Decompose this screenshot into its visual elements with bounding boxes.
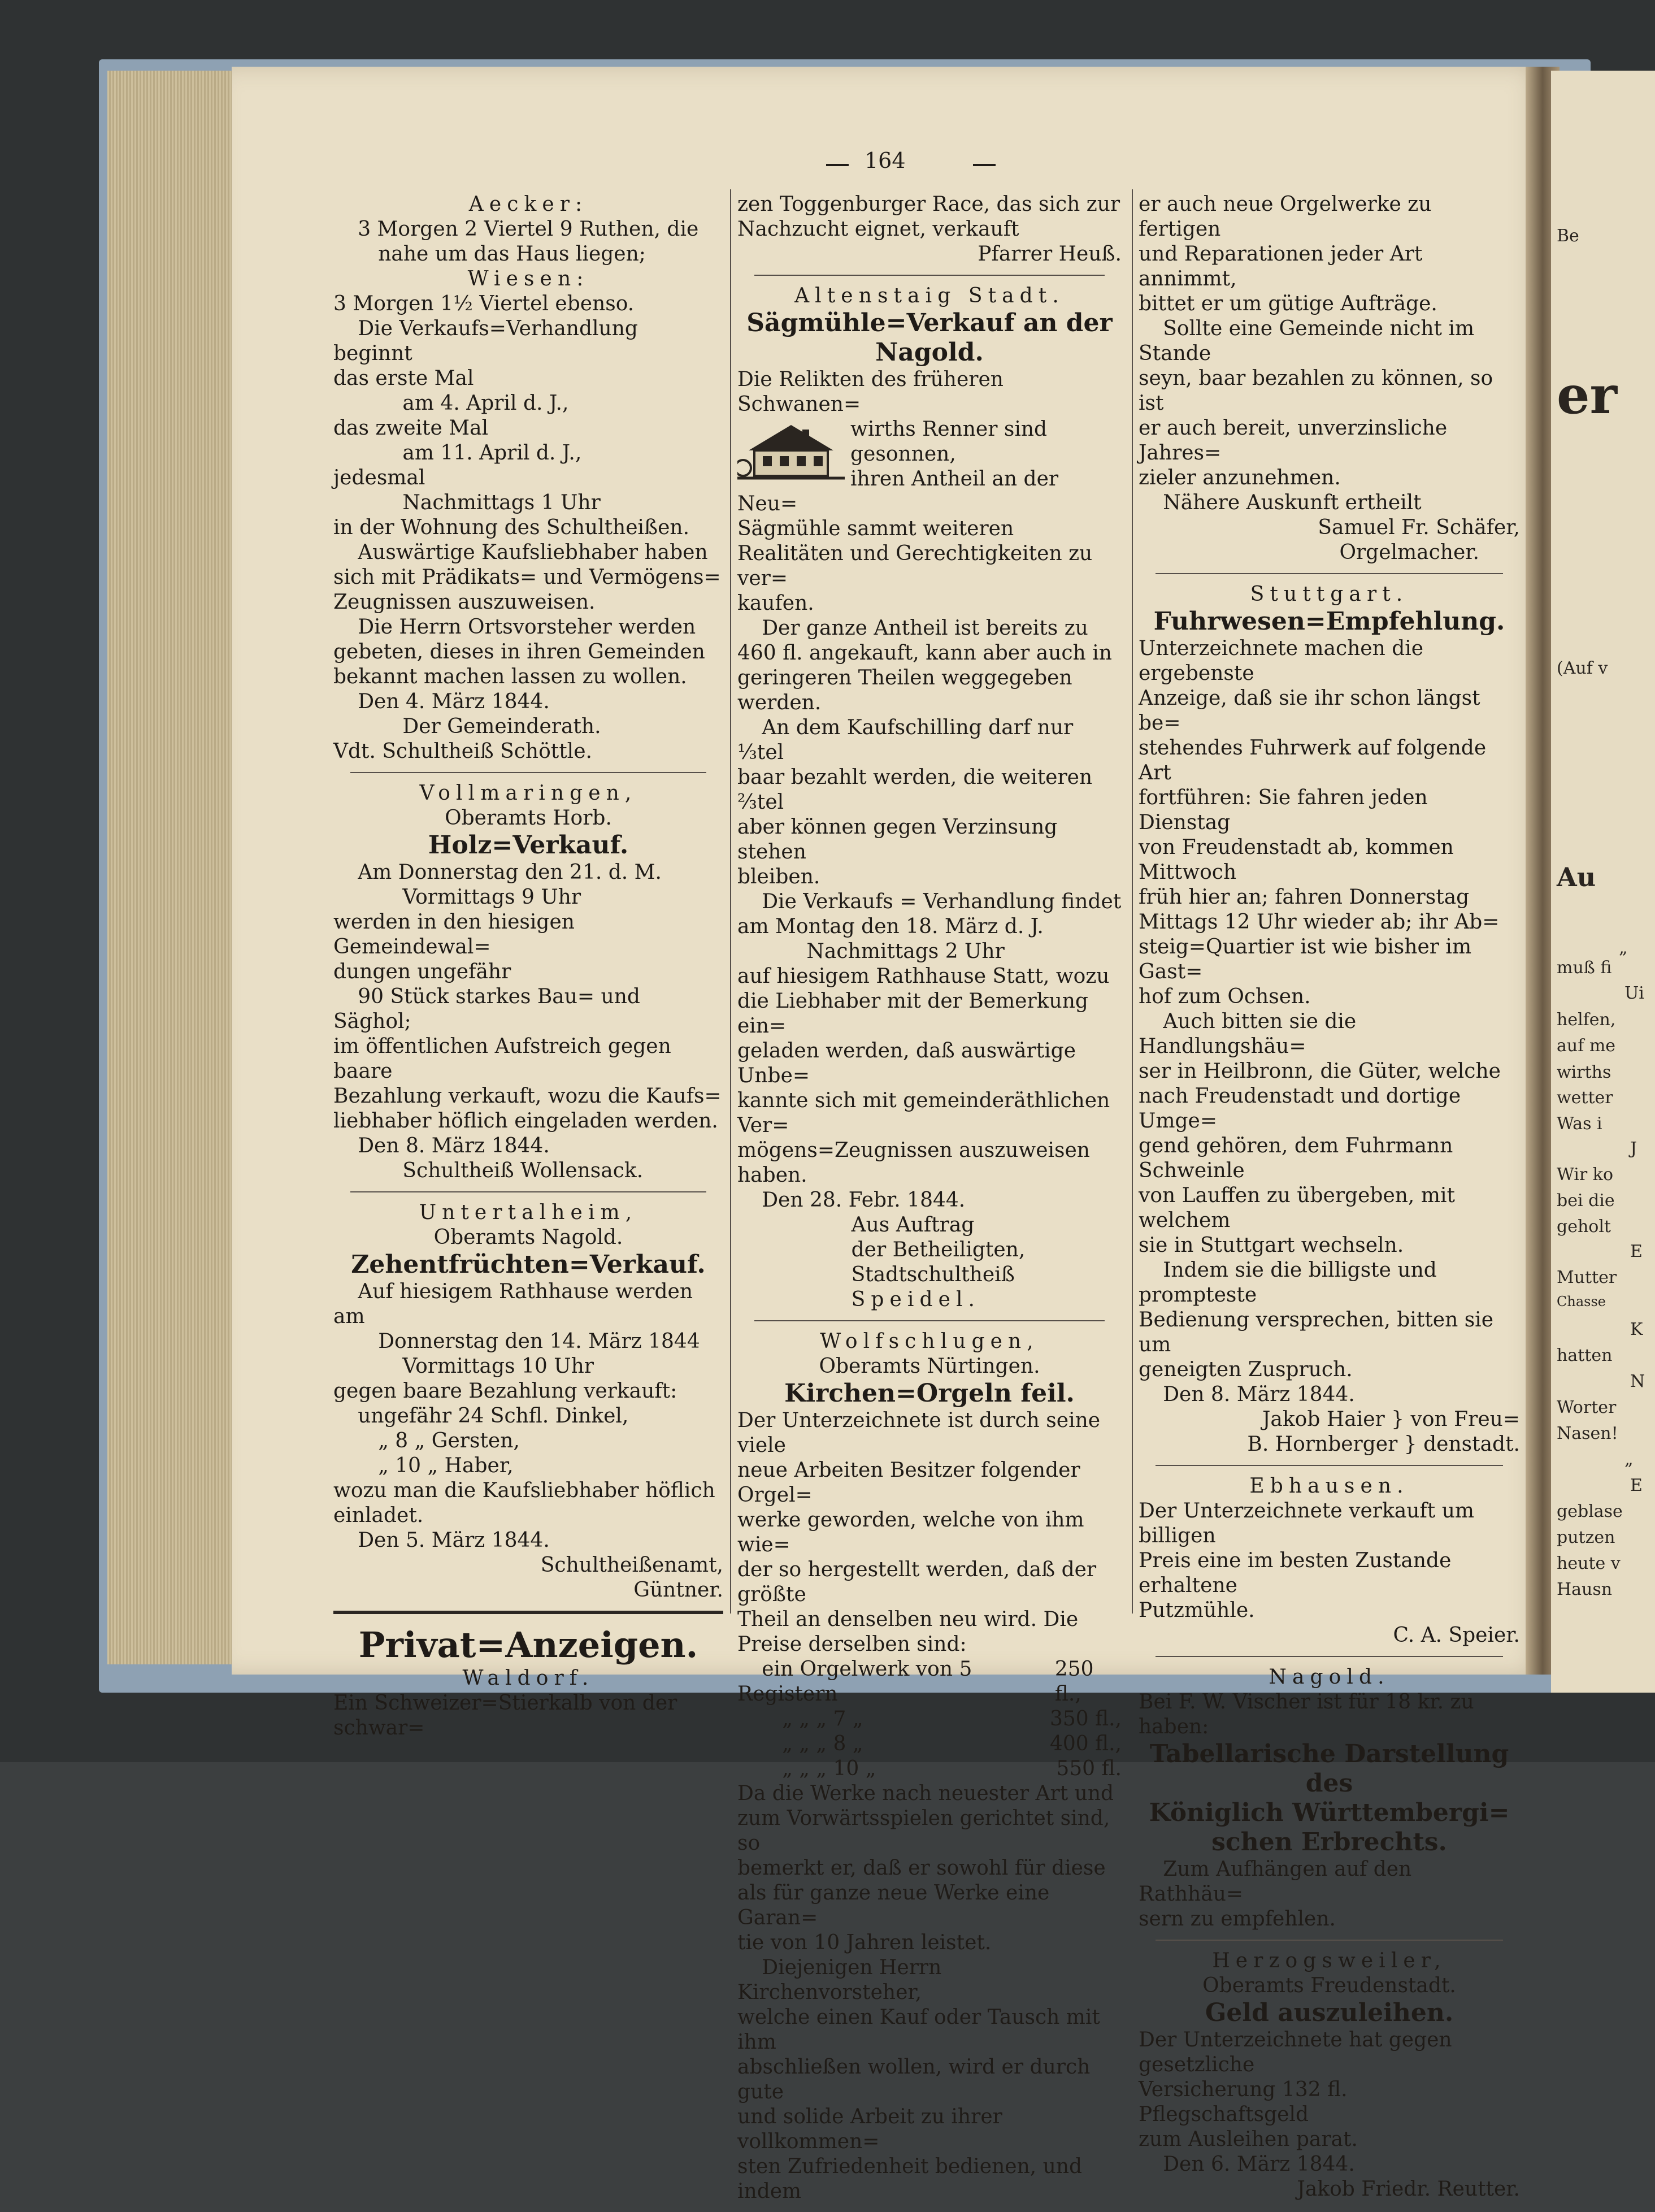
next-page-fragment: K: [1630, 1320, 1643, 1339]
ad-text-line: Der ganze Antheil ist bereits zu: [762, 617, 1088, 640]
ad-text-line: früh hier an; fahren Donnerstag: [1139, 886, 1470, 909]
ad-text-line: er auch bereit, unverzinsliche Jahres=: [1139, 417, 1448, 465]
next-page-fragment: J: [1630, 1139, 1637, 1159]
ad-text-line: kannte sich mit gemeinderäthlichen Ver=: [737, 1089, 1110, 1137]
ad-text-line: Sägmühle sammt weiteren: [737, 517, 1014, 540]
ad-text-line: und Reparationen jeder Art annimmt,: [1139, 242, 1423, 290]
next-page-fragment: wetter: [1557, 1088, 1613, 1108]
price-row: [737, 1756, 1122, 1781]
price-value: 250 fl.,: [1054, 1658, 1094, 1706]
ad-signature: Schultheißenamt,: [540, 1554, 723, 1577]
ad-signature: Jakob Haier } von Freu=: [1262, 1408, 1520, 1431]
ad-text-line: geringeren Theilen weggegeben werden.: [737, 666, 1072, 714]
next-page-fragment: Was i: [1557, 1114, 1602, 1134]
ad-place: Herzogsweiler,: [1212, 1949, 1447, 1972]
ad-title: Sägmühle=Verkauf an der: [746, 309, 1113, 337]
ad-text-line: Diejenigen Herrn Kirchenvorsteher,: [737, 1956, 942, 2004]
ad-text-line: 3 Morgen 2 Viertel 9 Ruthen, die: [358, 218, 699, 241]
ad-place: Waldorf.: [462, 1667, 594, 1690]
ad-text-line: zen Toggenburger Race, das sich zur: [737, 193, 1120, 216]
ad-text-line: Der Unterzeichnete ist durch seine viele: [737, 1409, 1101, 1457]
ad-text-line: „ 8 „ Gersten,: [378, 1429, 520, 1452]
ad-text-line: liebhaber höflich eingeladen werden.: [333, 1109, 718, 1133]
ad-text-line: nach Freudenstadt und dortige Umge=: [1139, 1085, 1461, 1133]
ad-text-line: zum Ausleihen parat.: [1139, 2128, 1358, 2151]
ad-text-line: wozu man die Kaufsliebhaber höflich: [333, 1479, 715, 1502]
ad-text-line: Die Relikten des früheren Schwanen=: [737, 368, 1004, 416]
ad-text-line: Anzeige, daß sie ihr schon längst be=: [1139, 687, 1480, 735]
ad-separator: [754, 1320, 1105, 1321]
ad-separator: [350, 772, 706, 773]
ad-text-line: Da die Werke nach neuester Art und: [737, 1782, 1114, 1805]
ad-text-line: Preise derselben sind:: [737, 1633, 967, 1656]
next-page-fragment: Nasen!: [1557, 1424, 1618, 1443]
ad-text-line: fortführen: Sie fahren jeden Dienstag: [1139, 786, 1428, 834]
ad-text-line: die Liebhaber mit der Bemerkung ein=: [737, 990, 1088, 1038]
ad-date: Den 5. März 1844.: [358, 1529, 550, 1552]
ad-title: Nagold.: [875, 338, 984, 367]
ad-text-line: gegen baare Bezahlung verkauft:: [333, 1380, 677, 1403]
ad-text-line: geneigten Zuspruch.: [1139, 1358, 1353, 1381]
ad-fuhrwesen: [1139, 582, 1520, 1457]
next-page-edge: [1551, 71, 1655, 1693]
ad-place: Stuttgart.: [1250, 583, 1409, 606]
ad-text-line: Mittags 12 Uhr wieder ab; ihr Ab=: [1139, 910, 1500, 934]
ad-signature: Jakob Friedr. Reutter.: [1297, 2178, 1520, 2201]
ad-text-line: der so hergestellt werden, daß der größte: [737, 1558, 1097, 1606]
next-page-fragment: hatten: [1557, 1346, 1613, 1365]
ad-signature: Samuel Fr. Schäfer,: [1318, 516, 1520, 539]
ad-text-line: werke geworden, welche von ihm wie=: [737, 1508, 1084, 1556]
page-edges: [107, 71, 240, 1664]
ad-text-line: ungefähr 24 Schfl. Dinkel,: [358, 1404, 629, 1428]
ad-text-line: zieler anzunehmen.: [1139, 466, 1341, 489]
ad-title: Tabellarische Darstellung des: [1149, 1740, 1509, 1798]
next-page-fragment: wirths: [1557, 1062, 1611, 1082]
ad-text-line: Nachmittags 2 Uhr: [806, 940, 1005, 963]
next-page-fragment: „: [1619, 938, 1628, 958]
next-page-fragment: Worter: [1557, 1398, 1617, 1417]
ad-signature: Speidel.: [851, 1288, 981, 1311]
price-row: [737, 1732, 1122, 1756]
ad-text-line: haben:: [1139, 1715, 1209, 1738]
page-number-dash: [826, 164, 849, 166]
column-rule: [1132, 189, 1133, 1614]
next-page-fragment: E: [1630, 1242, 1643, 1261]
price-row: [737, 1657, 1122, 1707]
price-value: 350 fl.,: [1049, 1707, 1122, 1730]
ad-date: Den 8. März 1844.: [358, 1134, 550, 1157]
price-description: „ „ „ 8 „: [782, 1732, 863, 1755]
section-separator: [333, 1611, 723, 1614]
next-page-fragment: Mutter: [1557, 1268, 1617, 1287]
ad-text-line: Nähere Auskunft ertheilt: [1163, 491, 1422, 514]
ad-text-line: „ 10 „ Haber,: [378, 1454, 514, 1477]
next-page-fragment: muß fi: [1557, 958, 1612, 978]
ad-text-line: neue Arbeiten Besitzer folgender Orgel=: [737, 1459, 1080, 1507]
ad-date: Den 4. März 1844.: [358, 690, 550, 713]
ad-erbrecht-tabelle: [1139, 1665, 1520, 1932]
ad-text-line: 90 Stück starkes Bau= und Säghol;: [333, 985, 640, 1033]
ad-separator: [1156, 1940, 1503, 1941]
ad-text-line: stehendes Fuhrwerk auf folgende Art: [1139, 736, 1487, 784]
next-page-fragment: auf me: [1557, 1036, 1616, 1056]
ad-text-line: Vormittags 9 Uhr: [402, 886, 581, 909]
ad-text-line: Ein Schweizer=Stierkalb von der schwar=: [333, 1691, 677, 1740]
ad-signature: Orgelmacher.: [1339, 541, 1479, 564]
column-2: [737, 192, 1122, 2212]
ad-title: Holz=Verkauf.: [428, 831, 629, 860]
ad-text-line: Bezahlung verkauft, wozu die Kaufs=: [333, 1085, 722, 1108]
ad-place: Wolfschlugen,: [820, 1330, 1039, 1353]
ad-text-line: aber können gegen Verzinsung stehen: [737, 816, 1058, 864]
ad-text-line: An dem Kaufschilling darf nur ⅓tel: [737, 716, 1074, 764]
ad-text-line: gend gehören, dem Fuhrmann Schweinle: [1139, 1134, 1453, 1182]
ad-holz-verkauf: [333, 781, 723, 1183]
ad-text-line: abschließen wollen, wird er durch gute: [737, 2055, 1091, 2103]
ad-putzmuehle: [1139, 1474, 1520, 1648]
ad-text-line: werden in den hiesigen Gemeindewal=: [333, 910, 575, 958]
next-page-fragment: Ui: [1624, 983, 1644, 1003]
next-page-fragment: bei die: [1557, 1191, 1615, 1211]
ad-signature: der Betheiligten,: [851, 1238, 1026, 1261]
ad-date: Den 28. Febr. 1844.: [762, 1189, 966, 1212]
section-title: Privat=Anzeigen.: [358, 1624, 698, 1665]
next-page-fragment: er: [1557, 365, 1618, 426]
next-page-fragment: geholt: [1557, 1217, 1611, 1237]
ad-separator: [754, 275, 1105, 276]
ad-text-line: einladet.: [333, 1504, 424, 1527]
ad-text-line: Unterzeichnete machen die ergebenste: [1139, 637, 1424, 685]
ad-text-line: Zum Aufhängen auf den Rathhäu=: [1139, 1858, 1412, 1906]
ad-title: Geld auszuleihen.: [1205, 1998, 1454, 2027]
ad-text-line: am Montag den 18. März d. J.: [737, 915, 1044, 938]
ad-text-line: das erste Mal: [333, 367, 474, 390]
ad-text-line: das zweite Mal: [333, 417, 489, 440]
ad-text-line: Der Unterzeichnete hat gegen gesetzliche: [1139, 2028, 1452, 2076]
ad-text-line: er auch neue Orgelwerke zu fertigen: [1139, 193, 1432, 241]
next-page-fragment: E: [1630, 1476, 1643, 1495]
ad-text-line: bleiben.: [737, 865, 820, 888]
ad-text-line: dungen ungefähr: [333, 960, 511, 983]
ad-saegmuehle-verkauf: [737, 284, 1122, 1312]
next-page-fragment: geblase: [1557, 1502, 1623, 1521]
ad-date: Den 6. März 1844.: [1163, 2153, 1355, 2176]
ad-text-line: Sollte eine Gemeinde nicht im Stande: [1139, 317, 1475, 365]
ad-separator: [350, 1191, 706, 1192]
ad-text-line: sich mit Prädikats= und Vermögens=: [333, 566, 721, 589]
column-3: [1139, 192, 1520, 2210]
ad-text-line: sie in Stuttgart wechseln.: [1139, 1234, 1404, 1257]
section-heading: Aecker:: [468, 193, 588, 216]
ad-text-line: tie von 10 Jahren leistet.: [737, 1931, 992, 1954]
ad-text-line: Nachmittags 1 Uhr: [402, 491, 601, 514]
next-page-fragment: putzen: [1557, 1528, 1615, 1547]
ad-text-line: Auf hiesigem Rathhause werden am: [333, 1280, 693, 1328]
ad-separator: [1156, 1465, 1503, 1466]
ad-signature: C. A. Speier.: [1393, 1624, 1520, 1647]
ad-text-line: Auch bitten sie die Handlungshäu=: [1139, 1010, 1357, 1058]
next-page-fragment: Chasse: [1557, 1294, 1606, 1309]
next-page-fragment: Wir ko: [1557, 1165, 1614, 1185]
ad-title: Königlich Württembergi=: [1149, 1798, 1510, 1827]
ad-text-line: sern zu empfehlen.: [1139, 1907, 1336, 1931]
ad-text-line: Die Verkaufs=Verhandlung beginnt: [333, 317, 638, 365]
ad-text-line: in der Wohnung des Schultheißen.: [333, 516, 690, 539]
ad-text-line: bekannt machen lassen zu wollen.: [333, 665, 687, 688]
ad-signature: Güntner.: [633, 1578, 723, 1602]
ad-signature: B. Hornberger } denstadt.: [1247, 1433, 1520, 1456]
ad-text-line: Vormittags 10 Uhr: [402, 1355, 594, 1378]
ad-text-line: mögens=Zeugnissen auszuweisen haben.: [737, 1139, 1090, 1187]
ad-place: Ebhausen.: [1249, 1474, 1409, 1498]
ad-text-line: am 4. April d. J.,: [402, 392, 569, 415]
ad-separator: [1156, 1656, 1503, 1657]
ad-title: schen Erbrechts.: [1211, 1828, 1447, 1857]
price-description: „ „ „ 7 „: [782, 1707, 863, 1730]
ad-text-line: Versicherung 132 fl. Pflegschaftsgeld: [1139, 2078, 1348, 2126]
ad-geld-auszuleihen: [1139, 1949, 1520, 2202]
ad-text-line: im öffentlichen Aufstreich gegen baare: [333, 1035, 671, 1083]
next-page-fragment: „: [1624, 1450, 1634, 1469]
ad-orgeln-continued: [1139, 192, 1520, 565]
ad-text-line: geladen werden, daß auswärtige Unbe=: [737, 1039, 1076, 1087]
price-description: ein Orgelwerk von 5 Registern: [737, 1658, 972, 1706]
ad-title: Fuhrwesen=Empfehlung.: [1153, 607, 1505, 636]
ad-text-line: Der Unterzeichnete verkauft um billigen: [1139, 1499, 1475, 1547]
ad-place: Altenstaig Stadt.: [794, 284, 1065, 307]
ad-text-line: Realitäten und Gerechtigkeiten zu ver=: [737, 542, 1093, 590]
ad-text-line: zum Vorwärtsspielen gerichtet sind, so: [737, 1807, 1110, 1855]
column-1: [333, 192, 723, 1749]
price-row: [737, 1707, 1122, 1732]
page-number-dash: [973, 164, 996, 166]
ad-text-line: Indem sie die billigste und prompteste: [1139, 1259, 1437, 1307]
ad-text-line: von Freudenstadt ab, kommen Mittwoch: [1139, 836, 1454, 884]
ad-text-line: Nachzucht eignet, verkauft: [737, 218, 1019, 241]
next-page-fragment: Hausn: [1557, 1580, 1613, 1599]
ad-zehent-verkauf: [333, 1200, 723, 1603]
ad-place: Untertalheim,: [419, 1201, 638, 1224]
ad-text-line: von Lauffen zu übergeben, mit welchem: [1139, 1184, 1455, 1232]
ad-text-line: gebeten, dieses in ihren Gemeinden: [333, 640, 705, 663]
ad-signature: Pfarrer Heuß.: [978, 242, 1122, 266]
ad-text-line: bemerkt er, daß er sowohl für diese: [737, 1857, 1106, 1880]
ad-district: Oberamts Horb.: [445, 806, 612, 830]
ad-date: Den 8. März 1844.: [1163, 1383, 1355, 1406]
ad-text-line: steig=Quartier ist wie bisher im Gast=: [1139, 935, 1472, 983]
ad-signature: Vdt. Schultheiß Schöttle.: [333, 740, 592, 763]
ad-signature: Der Gemeinderath.: [402, 715, 601, 738]
private-ads-section: [333, 1624, 723, 1741]
ad-text-line: welche einen Kauf oder Tausch mit ihm: [737, 2006, 1100, 2054]
ad-district: Oberamts Nagold.: [433, 1226, 623, 1249]
ad-text-line: Auswärtige Kaufsliebhaber haben: [358, 541, 708, 564]
page-number: 164: [865, 148, 906, 173]
price-value: 550 fl.: [1056, 1757, 1122, 1780]
ad-place: Vollmaringen,: [419, 782, 637, 805]
ad-text-line: Zeugnissen auszuweisen.: [333, 591, 596, 614]
price-description: „ „ „ 10 „: [782, 1757, 876, 1780]
ad-text-line: 460 fl. angekauft, kann aber auch in: [737, 641, 1112, 665]
ad-text-line: ser in Heilbronn, die Güter, welche: [1139, 1060, 1501, 1083]
ad-text-line: ihren Antheil an der Neu=: [737, 467, 1059, 515]
ad-stierkalb-continued: [737, 192, 1122, 267]
ad-text-line: Putzmühle.: [1139, 1599, 1255, 1622]
next-page-fragment: Au: [1557, 862, 1596, 892]
ad-text-line: Bei F. W. Vischer ist für 18 kr. zu: [1139, 1690, 1474, 1714]
ad-signature: Aus Auftrag: [851, 1213, 975, 1237]
ad-signature: Schultheiß Wollensack.: [402, 1159, 644, 1182]
ad-text-line: bittet er um gütige Aufträge.: [1139, 292, 1437, 315]
ad-place: Nagold.: [1269, 1665, 1390, 1689]
ad-text-line: Am Donnerstag den 21. d. M.: [358, 861, 662, 884]
ad-acker-wiesen: [333, 192, 723, 764]
ad-text-line: baar bezahlt werden, die weiteren ⅔tel: [737, 766, 1093, 814]
ad-title: Zehentfrüchten=Verkauf.: [351, 1250, 706, 1279]
ad-text-line: Die Verkaufs = Verhandlung findet: [762, 890, 1122, 913]
ad-text-line: und solide Arbeit zu ihrer vollkommen=: [737, 2105, 1002, 2153]
ad-text-line: hof zum Ochsen.: [1139, 985, 1311, 1008]
ad-text-line: seyn, baar bezahlen zu können, so ist: [1139, 367, 1493, 415]
ad-text-line: als für ganze neue Werke eine Garan=: [737, 1881, 1050, 1929]
house-icon: [737, 419, 845, 483]
column-rule: [730, 189, 731, 1614]
next-page-fragment: (Auf v: [1557, 658, 1608, 678]
next-page-fragment: Be: [1557, 226, 1579, 246]
ad-text-line: Preis eine im besten Zustande erhaltene: [1139, 1549, 1452, 1597]
ad-signature: Stadtschultheiß: [851, 1263, 1015, 1286]
price-value: 400 fl.,: [1049, 1732, 1122, 1755]
ad-text-line: Donnerstag den 14. März 1844: [378, 1330, 700, 1353]
next-page-fragment: heute v: [1557, 1554, 1621, 1573]
ad-text-line: 3 Morgen 1½ Viertel ebenso.: [333, 292, 635, 315]
ad-text-line: Bedienung versprechen, bitten sie um: [1139, 1308, 1493, 1356]
ad-text-line: Theil an denselben neu wird. Die: [737, 1608, 1079, 1631]
ad-text-line: wirths Renner sind gesonnen,: [850, 418, 1048, 466]
ad-kirchen-orgeln: [737, 1329, 1122, 2204]
ad-text-line: sten Zufriedenheit bedienen, und indem: [737, 2155, 1083, 2203]
ad-text-line: nahe um das Haus liegen;: [378, 242, 646, 266]
ad-district: Oberamts Nürtingen.: [819, 1355, 1040, 1378]
ad-text-line: auf hiesigem Rathhause Statt, wozu: [737, 965, 1110, 988]
section-heading: Wiesen:: [467, 267, 589, 290]
ad-text-line: kaufen.: [737, 592, 814, 615]
ad-text-line: Die Herrn Ortsvorsteher werden: [358, 615, 696, 639]
next-page-fragment: N: [1630, 1372, 1645, 1391]
ad-district: Oberamts Freudenstadt.: [1202, 1974, 1456, 1997]
next-page-fragment: helfen,: [1557, 1010, 1616, 1030]
ad-title: Kirchen=Orgeln feil.: [784, 1379, 1075, 1408]
ad-text-line: am 11. April d. J.,: [402, 441, 582, 465]
ad-separator: [1156, 573, 1503, 574]
ad-text-line: jedesmal: [333, 466, 425, 489]
